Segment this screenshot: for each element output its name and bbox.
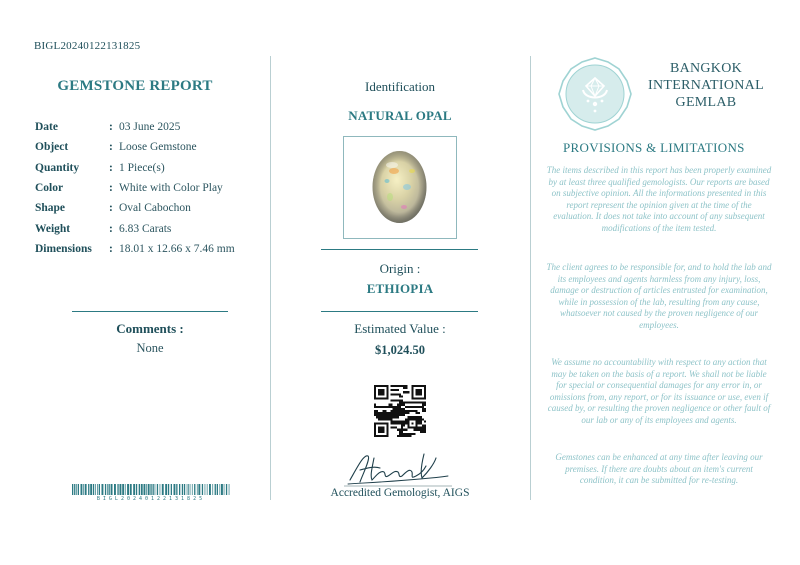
detail-row [35, 162, 265, 182]
detail-value: 6.83 Carats [119, 222, 172, 235]
lab-name-line-2: INTERNATIONAL [648, 78, 764, 93]
lab-name-line-1: BANGKOK [669, 61, 743, 76]
detail-separator: : [109, 242, 113, 255]
qr-code-icon [374, 385, 426, 437]
detail-label: Weight [35, 222, 71, 235]
signature-icon [340, 446, 460, 490]
detail-value: 18.01 x 12.66 x 7.46 mm [119, 242, 235, 255]
estimated-value-label: Estimated Value : [354, 321, 446, 336]
detail-value: Loose Gemstone [119, 141, 197, 154]
detail-label: Dimensions [35, 242, 92, 255]
lab-name [642, 60, 770, 111]
provision-paragraph: We assume no accountability with respect to any action that may be taken on the basis of a report. We shall not be liable for special or consequential damages for any error in, or omissions from, any report, or for its issuance or use, even if caused by, or resulting the proven negligence or other fault of our lab or any of its employees and agents. [547, 357, 771, 425]
detail-value: 03 June 2025 [119, 121, 181, 133]
detail-value: Oval Cabochon [119, 202, 191, 215]
detail-separator: : [109, 181, 113, 194]
detail-separator: : [109, 222, 113, 235]
opal-image [344, 137, 455, 237]
provision-paragraph: The items described in this report has been properly examined by at least three qualified gemologists. Our reports are based on subjective opinion. All the informations presented in this report represent the opinion given at the time of the evaluation. It does not take into account of any subsequent modifications of the item tested. [546, 165, 772, 233]
barcode-text: BIGL20240122131825 [96, 496, 206, 502]
detail-label: Quantity [35, 161, 80, 174]
gemstone-photo [343, 136, 457, 239]
detail-separator: : [109, 121, 113, 133]
identification-label: Identification [364, 79, 436, 94]
detail-label: Date [35, 121, 58, 133]
detail-label: Object [35, 141, 69, 154]
detail-separator: : [109, 141, 113, 154]
provision-paragraph: Gemstones can be enhanced at any time after leaving our premises. If there are doubts about an item's current condition, it can be submitted for re-testing. [555, 452, 763, 485]
detail-row [35, 182, 265, 202]
comments-label: Comments : [116, 321, 184, 336]
lab-name-line-3: GEMLAB [675, 95, 737, 110]
lab-seal-icon [557, 56, 633, 132]
origin-divider-bottom [321, 311, 478, 312]
detail-row [35, 141, 265, 161]
detail-value: 1 Piece(s) [119, 161, 165, 174]
gemologist-title: Accredited Gemologist, AIGS [330, 487, 470, 499]
detail-row [35, 121, 265, 141]
comments-value: None [136, 341, 164, 355]
comments-divider [72, 311, 228, 312]
detail-row [35, 223, 265, 243]
origin-divider-top [321, 249, 478, 250]
detail-label: Color [35, 181, 64, 194]
provisions-title: PROVISIONS & LIMITATIONS [563, 140, 745, 155]
report-title: GEMSTONE REPORT [57, 78, 213, 94]
detail-separator: : [109, 202, 113, 215]
detail-row [35, 243, 265, 263]
identification-value: NATURAL OPAL [348, 108, 452, 123]
detail-row [35, 202, 265, 222]
detail-separator: : [109, 161, 113, 174]
origin-label: Origin : [379, 261, 421, 276]
origin-value: ETHIOPIA [366, 281, 434, 296]
detail-value: White with Color Play [119, 181, 223, 194]
estimated-value-amount: $1,024.50 [375, 343, 425, 357]
report-id: BIGL20240122131825 [34, 40, 141, 52]
divider-right [530, 56, 531, 500]
provision-paragraph: The client agrees to be responsible for, and to hold the lab and its employees and agents harmless from any injury, loss, damage or destruction of articles entrusted for examination, while in possession of the lab, resulting from any cause, whatsoever not caused by the proven negligence of our employees. [546, 262, 772, 330]
detail-label: Shape [35, 202, 66, 215]
